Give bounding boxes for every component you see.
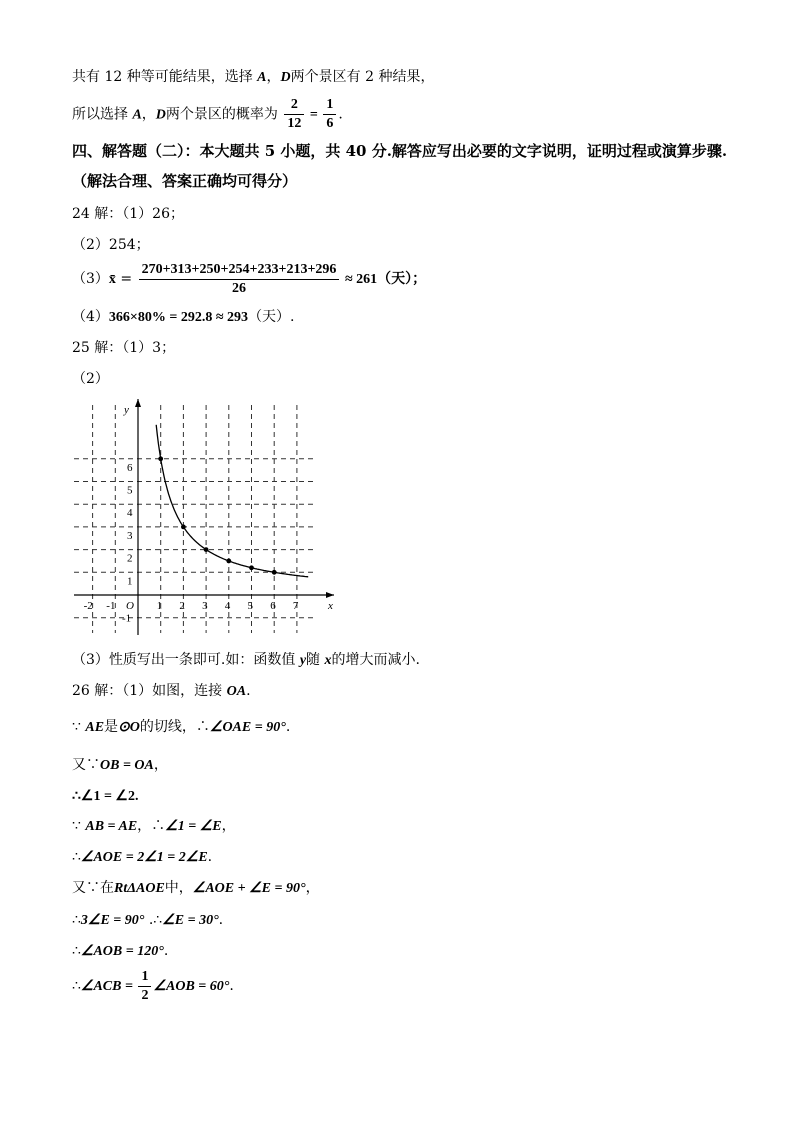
fraction-1-6: $\frac{1}{6}$ xyxy=(323,96,336,133)
y-axis-label: y xyxy=(124,404,129,416)
curve-line xyxy=(156,425,308,577)
curve-point xyxy=(249,565,254,570)
x-tick-label: 5 xyxy=(247,600,253,612)
curve-point xyxy=(226,559,231,564)
q26-step3: ∴∠1 = ∠2. xyxy=(72,789,139,804)
q24-part1: 24 解：（1）26； xyxy=(72,206,184,222)
curve xyxy=(156,425,308,577)
q24-part4: （4）366×80% = 292.8 ≈ 293（天）. xyxy=(72,309,295,325)
q25-part3: （3）性质写出一条即可.如：函数值 y随 x的增大而减小. xyxy=(72,652,420,668)
x-tick-label: -2 xyxy=(83,600,93,612)
line-total-outcomes: 共有 12 种等可能结果，选择 A，D两个景区有 2 种结果， xyxy=(72,69,435,85)
q24-part2: （2）254； xyxy=(72,237,150,253)
mean-fraction: $\frac{270+313+250+254+233+213+296}{26}$ xyxy=(139,261,340,298)
x-tick-label: 6 xyxy=(270,600,276,612)
q26-step4: ∵ AB = AE，∴∠1 = ∠E， xyxy=(72,818,236,834)
grid-lines xyxy=(74,405,316,633)
y-tick-label: 4 xyxy=(127,507,133,520)
x-tick-label: -1 xyxy=(106,600,116,612)
q26-step9: ∴∠ACB = $\frac{1}{2}$ ∠AOB = 60°. xyxy=(72,968,234,1003)
section-heading: 四、解答题（二）：本大题共 5 小题，共 40 分.解答应写出必要的文字说明，证明过程或演算步骤.（解法合理、答案正确均可得分） xyxy=(72,142,728,190)
x-axis-arrow xyxy=(326,592,334,598)
origin-label: O xyxy=(126,600,134,612)
q26-step2: 又∵OB = OA， xyxy=(72,757,168,773)
q25-part1: 25 解：（1）3； xyxy=(72,340,176,356)
x-axis-label: x xyxy=(328,600,333,612)
curve-point xyxy=(204,547,209,552)
line-probability: 所以选择 A，D两个景区的概率为 $\frac{2}{12}$ = $\frac{1}{6}$ . xyxy=(72,97,343,131)
inverse-function-graph xyxy=(70,395,350,640)
q25-part2: （2） xyxy=(72,371,109,387)
q26-step5: ∴∠AOE = 2∠1 = 2∠E. xyxy=(72,849,213,865)
curve-point xyxy=(181,525,186,530)
q26-step8: ∴∠AOB = 120°. xyxy=(72,943,169,959)
y-tick-label: 6 xyxy=(127,461,133,474)
x-tick-label: 7 xyxy=(292,600,299,612)
x-tick-label: 1 xyxy=(156,600,163,612)
q24-part3: （3）x̄ = $\frac{270+313+250+254+233+213+296}{26}$ ≈ 261（天）； xyxy=(72,261,427,296)
y-axis-arrow xyxy=(135,399,141,407)
y-tick-label: 2 xyxy=(127,552,133,565)
y-tick-label: 5 xyxy=(127,484,133,497)
x-tick-label: 2 xyxy=(179,600,185,612)
q26-intro: 26 解：（1）如图，连接 OA. xyxy=(72,683,251,699)
y-tick-label: 3 xyxy=(127,529,133,542)
fraction-2-12: $\frac{2}{12}$ xyxy=(284,96,304,133)
x-tick-label: 3 xyxy=(202,600,208,612)
q26-step7: ∴3∠E = 90° .∴∠E = 30°. xyxy=(72,912,224,928)
axis-labels xyxy=(84,404,333,625)
curve-point xyxy=(158,456,163,461)
q26-step1: ∵ AE是⊙O的切线，∴∠OAE = 90°. xyxy=(72,719,291,735)
fraction-1-2: $\frac{1}{2}$ xyxy=(138,968,151,1005)
q26-step6: 又∵在RtΔAOE中，∠AOE + ∠E = 90°， xyxy=(72,880,320,896)
y-tick-label: 1 xyxy=(127,575,133,588)
x-tick-label: 4 xyxy=(224,600,231,612)
curve-point xyxy=(272,570,277,575)
y-tick-label: -1 xyxy=(122,612,132,625)
